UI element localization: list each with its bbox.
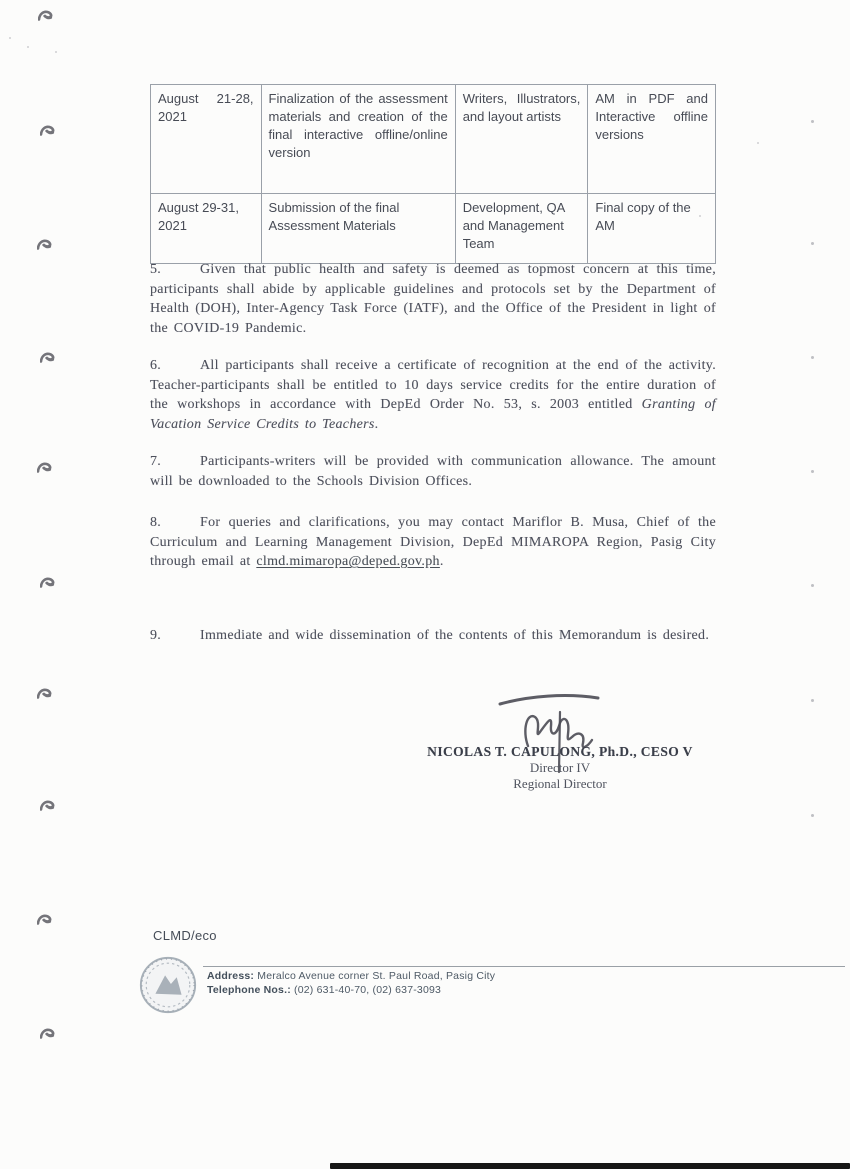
binding-mark-icon [40, 1028, 55, 1040]
cell-activity: Submission of the final Assessment Materials [261, 194, 455, 264]
scan-dot [811, 356, 814, 359]
paragraph-text: Immediate and wide dissemination of the contents of this Memorandum is desired. [200, 628, 710, 643]
signatory-position: Regional Director [513, 776, 607, 791]
paragraph-number: 6. [150, 358, 162, 373]
signatory-name: NICOLAS T. CAPULONG, Ph.D., CESO V [427, 744, 693, 759]
scan-dot [811, 814, 814, 817]
paragraph-5 [150, 260, 716, 338]
scan-dot [811, 584, 814, 587]
paragraph-9 [150, 626, 716, 646]
scan-speck [757, 142, 759, 144]
telephone-line [207, 984, 727, 998]
signature-block [385, 744, 735, 792]
address-label: Address: [207, 970, 255, 982]
binding-mark-icon [37, 914, 52, 926]
scan-speck [55, 51, 57, 53]
scan-dot [811, 242, 814, 245]
binding-mark-icon [40, 800, 55, 812]
scan-dot [811, 699, 814, 702]
scan-speck [9, 37, 11, 39]
paragraph-number: 9. [150, 628, 162, 643]
deped-seal-icon [137, 954, 199, 1016]
footer-divider [203, 966, 845, 967]
reference-code: CLMD/eco [153, 928, 217, 943]
paragraph-text: . [374, 416, 379, 432]
scan-bottom-edge [330, 1163, 850, 1169]
binding-mark-icon [40, 125, 55, 137]
paragraph-number: 8. [150, 515, 162, 530]
cell-activity: Finalization of the assessment materials and creation of the final interactive offline/online version [261, 85, 455, 194]
paragraph-text: Participants-writers will be provided with communication allowance. The amount will be downloaded to the Schools Division Offices. [150, 454, 716, 489]
binding-mark-icon [37, 239, 52, 251]
paragraph-8 [150, 513, 716, 572]
address-value: Meralco Avenue corner St. Paul Road, Pasig City [257, 970, 496, 982]
paragraph-text: . [439, 554, 444, 569]
cell-output: AM in PDF and Interactive offline versions [588, 85, 716, 194]
table-row [151, 85, 716, 194]
binding-mark-icon [38, 10, 53, 22]
table-row [151, 194, 716, 264]
telephone-label: Telephone Nos.: [207, 983, 291, 996]
address-line [207, 970, 727, 984]
cell-date: August 29-31, 2021 [151, 194, 262, 264]
paragraph-7 [150, 452, 716, 491]
schedule-table [150, 84, 716, 264]
paragraph-6 [150, 356, 716, 434]
binding-mark-icon [40, 352, 55, 364]
binding-mark-icon [37, 462, 52, 474]
paragraph-text: All participants shall receive a certificate of recognition at the end of the activity. Teacher-participants shall be entitled to 10 days service credits for the entire duration of the workshops in accordance with DepEd Order No. 53, s. 2003 entitled [150, 358, 716, 412]
scan-speck [27, 46, 29, 48]
signatory-title: Director IV [529, 760, 591, 775]
cell-date: August 21-28, 2021 [151, 85, 262, 194]
telephone-value: (02) 631-40-70, (02) 637-3093 [294, 983, 442, 996]
cell-personnel: Writers, Illustrators, and layout artists [455, 85, 588, 194]
cell-output: Final copy of the AM [588, 194, 716, 264]
cell-personnel: Development, QA and Management Team [455, 194, 588, 264]
scan-dot [811, 120, 814, 123]
order-title-italic: Granting of Vacation Service Credits to Teachers [150, 397, 716, 432]
binding-mark-icon [40, 577, 55, 589]
email-link[interactable]: clmd.mimaropa@deped.gov.ph [256, 554, 440, 569]
binding-mark-icon [37, 688, 52, 700]
paragraph-text: Given that public health and safety is deemed as topmost concern at this time, participants shall abide by applicable guidelines and protocols set by the Department of Health (DOH), Inter-Agency Task Force (IATF), and the Office of the President in light of the COVID-19 Pandemic. [150, 262, 716, 336]
paragraph-text: For queries and clarifications, you may contact Mariflor B. Musa, Chief of the Curriculum and Learning Management Division, DepEd MIMAROPA Region, Pasig City through email at [150, 515, 716, 569]
paragraph-number: 7. [150, 454, 162, 469]
paragraph-number: 5. [150, 262, 162, 277]
footer-contact [207, 970, 727, 997]
scan-dot [811, 470, 814, 473]
